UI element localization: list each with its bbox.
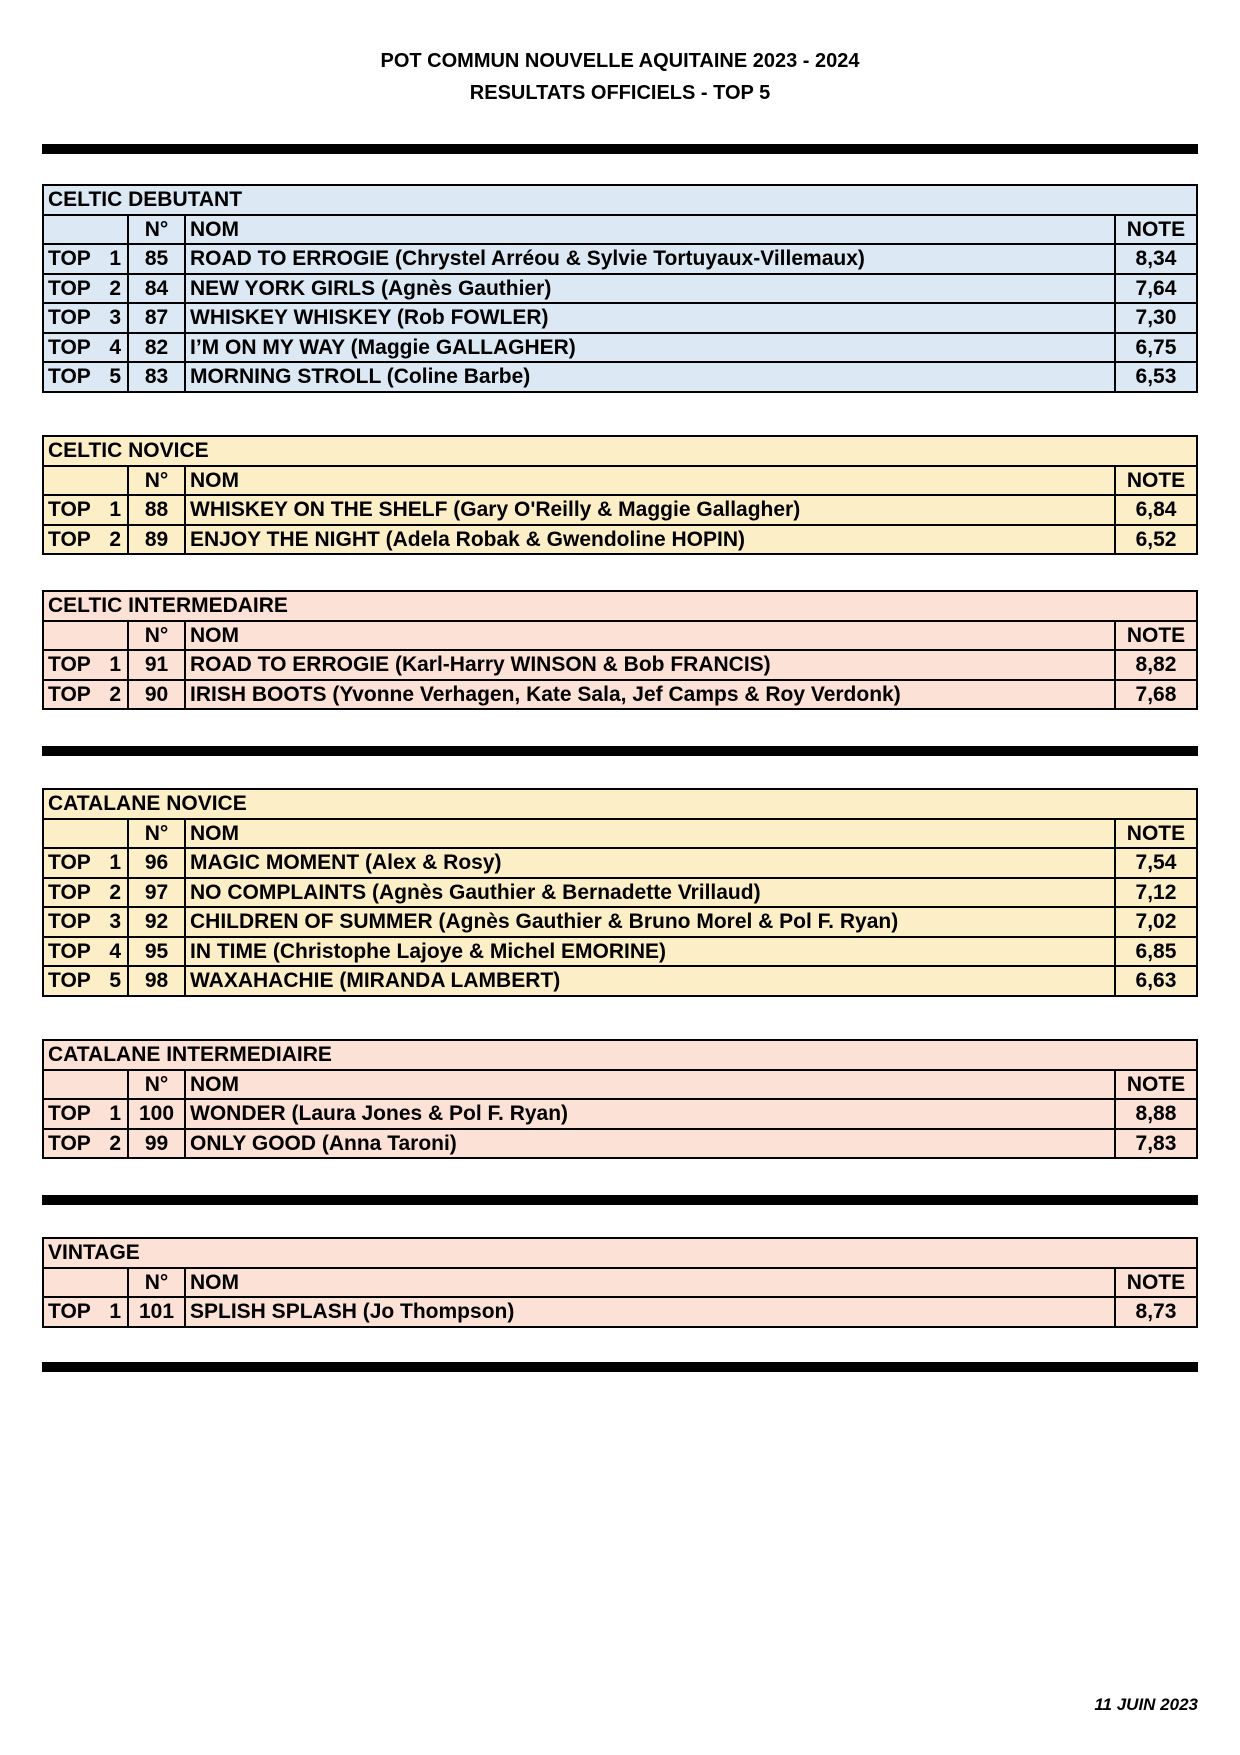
rank-cell xyxy=(43,966,128,996)
header-num: N° xyxy=(128,1268,185,1298)
entry-number: 92 xyxy=(128,907,185,937)
table-row xyxy=(43,937,1197,967)
rank-wrapper xyxy=(48,1298,123,1325)
entry-name: CHILDREN OF SUMMER (Agnès Gauthier & Bruno Morel & Pol F. Ryan) xyxy=(185,907,1115,937)
entry-name: ROAD TO ERROGIE (Karl-Harry WINSON & Bob FRANCIS) xyxy=(185,650,1115,680)
rank-cell xyxy=(43,362,128,392)
rank-cell xyxy=(43,1129,128,1159)
rank-number: 5 xyxy=(109,365,121,389)
rank-wrapper xyxy=(48,1100,123,1127)
section-table-celtic-intermediaire xyxy=(42,590,1198,710)
table-row xyxy=(43,680,1197,710)
rank-cell xyxy=(43,244,128,274)
rank-wrapper xyxy=(48,879,123,906)
table-row xyxy=(43,525,1197,555)
entry-name: WAXAHACHIE (MIRANDA LAMBERT) xyxy=(185,966,1115,996)
entry-note: 6,53 xyxy=(1115,362,1197,392)
header-row xyxy=(43,466,1197,496)
header-note: NOTE xyxy=(1115,215,1197,245)
rank-wrapper xyxy=(48,275,123,302)
header-rank-cell xyxy=(43,1268,128,1298)
section-title-row xyxy=(43,1040,1197,1070)
entry-note: 8,73 xyxy=(1115,1297,1197,1327)
rank-top-label: TOP xyxy=(48,1102,91,1126)
entry-number: 100 xyxy=(128,1099,185,1129)
entry-name: WONDER (Laura Jones & Pol F. Ryan) xyxy=(185,1099,1115,1129)
table-row xyxy=(43,1297,1197,1327)
section-title-row xyxy=(43,789,1197,819)
rank-number: 3 xyxy=(109,306,121,330)
section-title: CELTIC DEBUTANT xyxy=(43,185,1197,215)
rank-number: 5 xyxy=(109,969,121,993)
table-row xyxy=(43,274,1197,304)
section-title: CELTIC NOVICE xyxy=(43,436,1197,466)
table-row xyxy=(43,650,1197,680)
table-row xyxy=(43,303,1197,333)
entry-number: 83 xyxy=(128,362,185,392)
entry-name: ENJOY THE NIGHT (Adela Robak & Gwendoline HOPIN) xyxy=(185,525,1115,555)
section-table-celtic-novice xyxy=(42,435,1198,555)
rank-number: 1 xyxy=(109,653,121,677)
rank-number: 2 xyxy=(109,527,121,551)
section-title-row xyxy=(43,436,1197,466)
rank-number: 2 xyxy=(109,1131,121,1155)
rank-cell xyxy=(43,333,128,363)
section-title: CATALANE NOVICE xyxy=(43,789,1197,819)
table-row xyxy=(43,1099,1197,1129)
table-row xyxy=(43,333,1197,363)
rank-wrapper xyxy=(48,304,123,331)
section-table-catalane-novice xyxy=(42,788,1198,997)
table-row xyxy=(43,966,1197,996)
entry-number: 84 xyxy=(128,274,185,304)
footer-date: 11 JUIN 2023 xyxy=(1094,1695,1198,1714)
rank-cell xyxy=(43,680,128,710)
header-row xyxy=(43,215,1197,245)
rank-wrapper xyxy=(48,363,123,390)
entry-name: NEW YORK GIRLS (Agnès Gauthier) xyxy=(185,274,1115,304)
entry-name: MAGIC MOMENT (Alex & Rosy) xyxy=(185,848,1115,878)
section-title: CATALANE INTERMEDIAIRE xyxy=(43,1040,1197,1070)
entry-note: 6,63 xyxy=(1115,966,1197,996)
rank-top-label: TOP xyxy=(48,306,91,330)
rank-wrapper xyxy=(48,334,123,361)
rank-top-label: TOP xyxy=(48,247,91,271)
entry-name: I’M ON MY WAY (Maggie GALLAGHER) xyxy=(185,333,1115,363)
rank-top-label: TOP xyxy=(48,653,91,677)
entry-note: 7,83 xyxy=(1115,1129,1197,1159)
header-rank-cell xyxy=(43,215,128,245)
rank-cell xyxy=(43,1297,128,1327)
table-row xyxy=(43,848,1197,878)
rank-wrapper xyxy=(48,908,123,935)
header-note: NOTE xyxy=(1115,819,1197,849)
rank-number: 1 xyxy=(109,498,121,522)
divider xyxy=(42,1195,1198,1205)
section-table-vintage xyxy=(42,1237,1198,1328)
header-nom: NOM xyxy=(185,215,1115,245)
header-nom: NOM xyxy=(185,1070,1115,1100)
section-title: VINTAGE xyxy=(43,1238,1197,1268)
rank-wrapper xyxy=(48,681,123,708)
header-row xyxy=(43,1070,1197,1100)
table-row xyxy=(43,878,1197,908)
rank-top-label: TOP xyxy=(48,682,91,706)
rank-cell xyxy=(43,1099,128,1129)
rank-cell xyxy=(43,495,128,525)
header-rank-cell xyxy=(43,466,128,496)
rank-wrapper xyxy=(48,938,123,965)
entry-note: 6,75 xyxy=(1115,333,1197,363)
entry-note: 8,34 xyxy=(1115,244,1197,274)
entry-note: 7,68 xyxy=(1115,680,1197,710)
rank-top-label: TOP xyxy=(48,498,91,522)
header-num: N° xyxy=(128,1070,185,1100)
rank-number: 2 xyxy=(109,276,121,300)
entry-number: 90 xyxy=(128,680,185,710)
header-nom: NOM xyxy=(185,466,1115,496)
rank-number: 2 xyxy=(109,880,121,904)
entry-number: 89 xyxy=(128,525,185,555)
header-nom: NOM xyxy=(185,621,1115,651)
entry-name: IRISH BOOTS (Yvonne Verhagen, Kate Sala, Jef Camps & Roy Verdonk) xyxy=(185,680,1115,710)
rank-top-label: TOP xyxy=(48,910,91,934)
rank-cell xyxy=(43,525,128,555)
rank-cell xyxy=(43,907,128,937)
header-nom: NOM xyxy=(185,1268,1115,1298)
rank-top-label: TOP xyxy=(48,969,91,993)
entry-number: 96 xyxy=(128,848,185,878)
header-row xyxy=(43,621,1197,651)
entry-number: 82 xyxy=(128,333,185,363)
entry-note: 7,54 xyxy=(1115,848,1197,878)
header-nom: NOM xyxy=(185,819,1115,849)
entry-note: 8,82 xyxy=(1115,650,1197,680)
section-title-row xyxy=(43,1238,1197,1268)
rank-cell xyxy=(43,848,128,878)
entry-note: 8,88 xyxy=(1115,1099,1197,1129)
header-row xyxy=(43,819,1197,849)
rank-wrapper xyxy=(48,245,123,272)
entry-name: IN TIME (Christophe Lajoye & Michel EMORINE) xyxy=(185,937,1115,967)
section-table-catalane-intermediaire xyxy=(42,1039,1198,1159)
entry-number: 85 xyxy=(128,244,185,274)
entry-name: ONLY GOOD (Anna Taroni) xyxy=(185,1129,1115,1159)
entry-note: 7,02 xyxy=(1115,907,1197,937)
entry-note: 7,30 xyxy=(1115,303,1197,333)
header-rank-cell xyxy=(43,819,128,849)
header-note: NOTE xyxy=(1115,621,1197,651)
entry-number: 91 xyxy=(128,650,185,680)
rank-wrapper xyxy=(48,1130,123,1157)
rank-top-label: TOP xyxy=(48,851,91,875)
section-title-row xyxy=(43,185,1197,215)
table-row xyxy=(43,907,1197,937)
rank-cell xyxy=(43,274,128,304)
table-row xyxy=(43,244,1197,274)
rank-number: 3 xyxy=(109,910,121,934)
rank-wrapper xyxy=(48,496,123,523)
header-num: N° xyxy=(128,621,185,651)
table-row xyxy=(43,495,1197,525)
entry-number: 87 xyxy=(128,303,185,333)
rank-cell xyxy=(43,650,128,680)
rank-wrapper xyxy=(48,849,123,876)
rank-top-label: TOP xyxy=(48,1131,91,1155)
header-rank-cell xyxy=(43,1070,128,1100)
header-note: NOTE xyxy=(1115,1070,1197,1100)
entry-number: 88 xyxy=(128,495,185,525)
rank-top-label: TOP xyxy=(48,880,91,904)
entry-note: 6,85 xyxy=(1115,937,1197,967)
entry-name: WHISKEY ON THE SHELF (Gary O'Reilly & Maggie Gallagher) xyxy=(185,495,1115,525)
entry-number: 97 xyxy=(128,878,185,908)
divider xyxy=(42,746,1198,756)
entry-note: 6,52 xyxy=(1115,525,1197,555)
entry-name: SPLISH SPLASH (Jo Thompson) xyxy=(185,1297,1115,1327)
rank-top-label: TOP xyxy=(48,276,91,300)
entry-number: 95 xyxy=(128,937,185,967)
divider xyxy=(42,1362,1198,1372)
section-title-row xyxy=(43,591,1197,621)
rank-wrapper xyxy=(48,651,123,678)
rank-number: 4 xyxy=(109,335,121,359)
rank-number: 4 xyxy=(109,939,121,963)
header-row xyxy=(43,1268,1197,1298)
rank-top-label: TOP xyxy=(48,1300,91,1324)
rank-cell xyxy=(43,878,128,908)
header-num: N° xyxy=(128,466,185,496)
entry-note: 6,84 xyxy=(1115,495,1197,525)
header-rank-cell xyxy=(43,621,128,651)
rank-number: 1 xyxy=(109,1102,121,1126)
rank-top-label: TOP xyxy=(48,365,91,389)
header-note: NOTE xyxy=(1115,466,1197,496)
divider xyxy=(42,144,1198,154)
rank-number: 1 xyxy=(109,851,121,875)
entry-name: NO COMPLAINTS (Agnès Gauthier & Bernadette Vrillaud) xyxy=(185,878,1115,908)
rank-top-label: TOP xyxy=(48,335,91,359)
rank-wrapper xyxy=(48,967,123,994)
rank-number: 2 xyxy=(109,682,121,706)
rank-top-label: TOP xyxy=(48,939,91,963)
page-title: POT COMMUN NOUVELLE AQUITAINE 2023 - 2024 xyxy=(380,50,860,72)
entry-note: 7,12 xyxy=(1115,878,1197,908)
entry-note: 7,64 xyxy=(1115,274,1197,304)
rank-wrapper xyxy=(48,526,123,553)
header-num: N° xyxy=(128,215,185,245)
entry-name: WHISKEY WHISKEY (Rob FOWLER) xyxy=(185,303,1115,333)
rank-cell xyxy=(43,937,128,967)
header-num: N° xyxy=(128,819,185,849)
header-note: NOTE xyxy=(1115,1268,1197,1298)
section-title: CELTIC INTERMEDAIRE xyxy=(43,591,1197,621)
entry-name: ROAD TO ERROGIE (Chrystel Arréou & Sylvie Tortuyaux-Villemaux) xyxy=(185,244,1115,274)
page-subtitle: RESULTATS OFFICIELS - TOP 5 xyxy=(469,82,771,104)
rank-number: 1 xyxy=(109,247,121,271)
rank-cell xyxy=(43,303,128,333)
entry-number: 99 xyxy=(128,1129,185,1159)
entry-number: 98 xyxy=(128,966,185,996)
section-table-celtic-debutant xyxy=(42,184,1198,393)
rank-top-label: TOP xyxy=(48,527,91,551)
entry-number: 101 xyxy=(128,1297,185,1327)
entry-name: MORNING STROLL (Coline Barbe) xyxy=(185,362,1115,392)
rank-number: 1 xyxy=(109,1300,121,1324)
table-row xyxy=(43,1129,1197,1159)
table-row xyxy=(43,362,1197,392)
